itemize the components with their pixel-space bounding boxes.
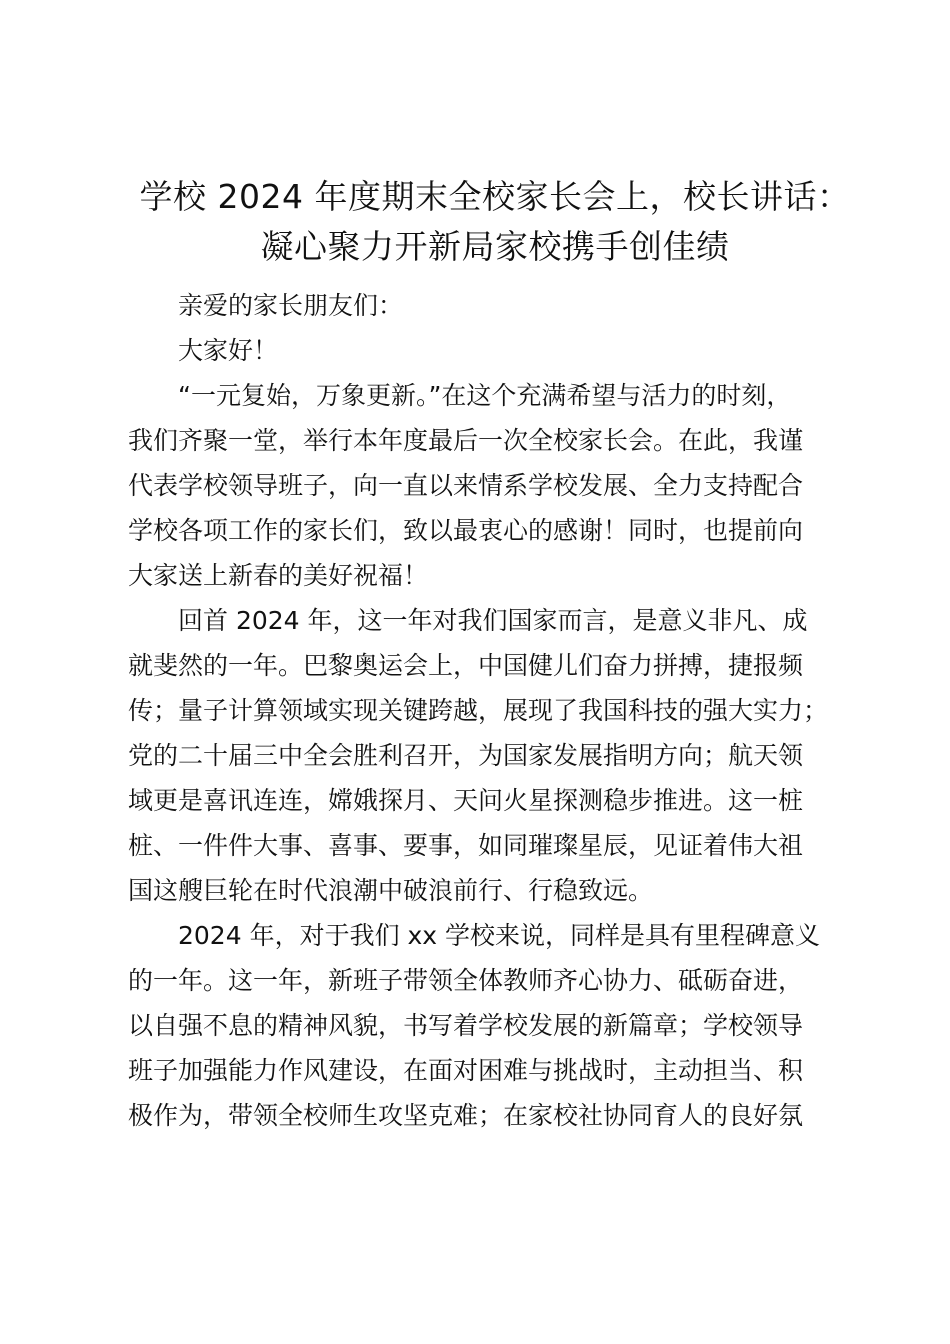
- text-line: 域更是喜讯连连，嫦娥探月、天问火星探测稳步推进。这一桩: [128, 786, 804, 815]
- title-line-1: 学校 2024 年度期末全校家长会上，校长讲话：: [139, 177, 851, 216]
- text-line: 亲爱的家长朋友们：: [178, 291, 404, 320]
- document-body: [128, 283, 838, 1138]
- paragraph-opening: [128, 373, 838, 598]
- text-line: 2024 年，对于我们 xx 学校来说，同样是具有里程碑意义: [178, 921, 821, 950]
- text-line: 回首 2024 年，这一年对我们国家而言，是意义非凡、成: [178, 606, 808, 635]
- paragraph-national-review: [128, 598, 838, 913]
- text-line: 大家送上新春的美好祝福！: [128, 561, 429, 590]
- text-line: 学校各项工作的家长们，致以最衷心的感谢！同时，也提前向: [128, 516, 804, 545]
- paragraph-salutation: [128, 283, 838, 328]
- document-title: [100, 172, 890, 272]
- text-line: 代表学校领导班子，向一直以来情系学校发展、全力支持配合: [128, 471, 804, 500]
- text-line: 大家好！: [178, 336, 279, 365]
- title-line-2: 凝心聚力开新局家校携手创佳绩: [260, 227, 730, 266]
- text-line: 班子加强能力作风建设，在面对困难与挑战时，主动担当、积: [128, 1056, 804, 1085]
- text-line: 的一年。这一年，新班子带领全体教师齐心协力、砥砺奋进，: [128, 966, 804, 995]
- text-line: 桩、一件件大事、喜事、要事，如同璀璨星辰，见证着伟大祖: [128, 831, 804, 860]
- text-line: 就斐然的一年。巴黎奥运会上，中国健儿们奋力拼搏，捷报频: [128, 651, 804, 680]
- paragraph-greeting: [128, 328, 838, 373]
- text-line: 党的二十届三中全会胜利召开，为国家发展指明方向；航天领: [128, 741, 804, 770]
- text-line: 极作为，带领全校师生攻坚克难；在家校社协同育人的良好氛: [128, 1101, 804, 1130]
- paragraph-school-review: [128, 913, 838, 1138]
- text-line: “一元复始，万象更新。”在这个充满希望与活力的时刻，: [178, 381, 792, 410]
- text-line: 以自强不息的精神风貌，书写着学校发展的新篇章；学校领导: [128, 1011, 804, 1040]
- text-line: 传；量子计算领域实现关键跨越，展现了我国科技的强大实力；: [128, 696, 829, 725]
- text-line: 国这艘巨轮在时代浪潮中破浪前行、行稳致远。: [128, 876, 654, 905]
- text-line: 我们齐聚一堂，举行本年度最后一次全校家长会。在此，我谨: [128, 426, 804, 455]
